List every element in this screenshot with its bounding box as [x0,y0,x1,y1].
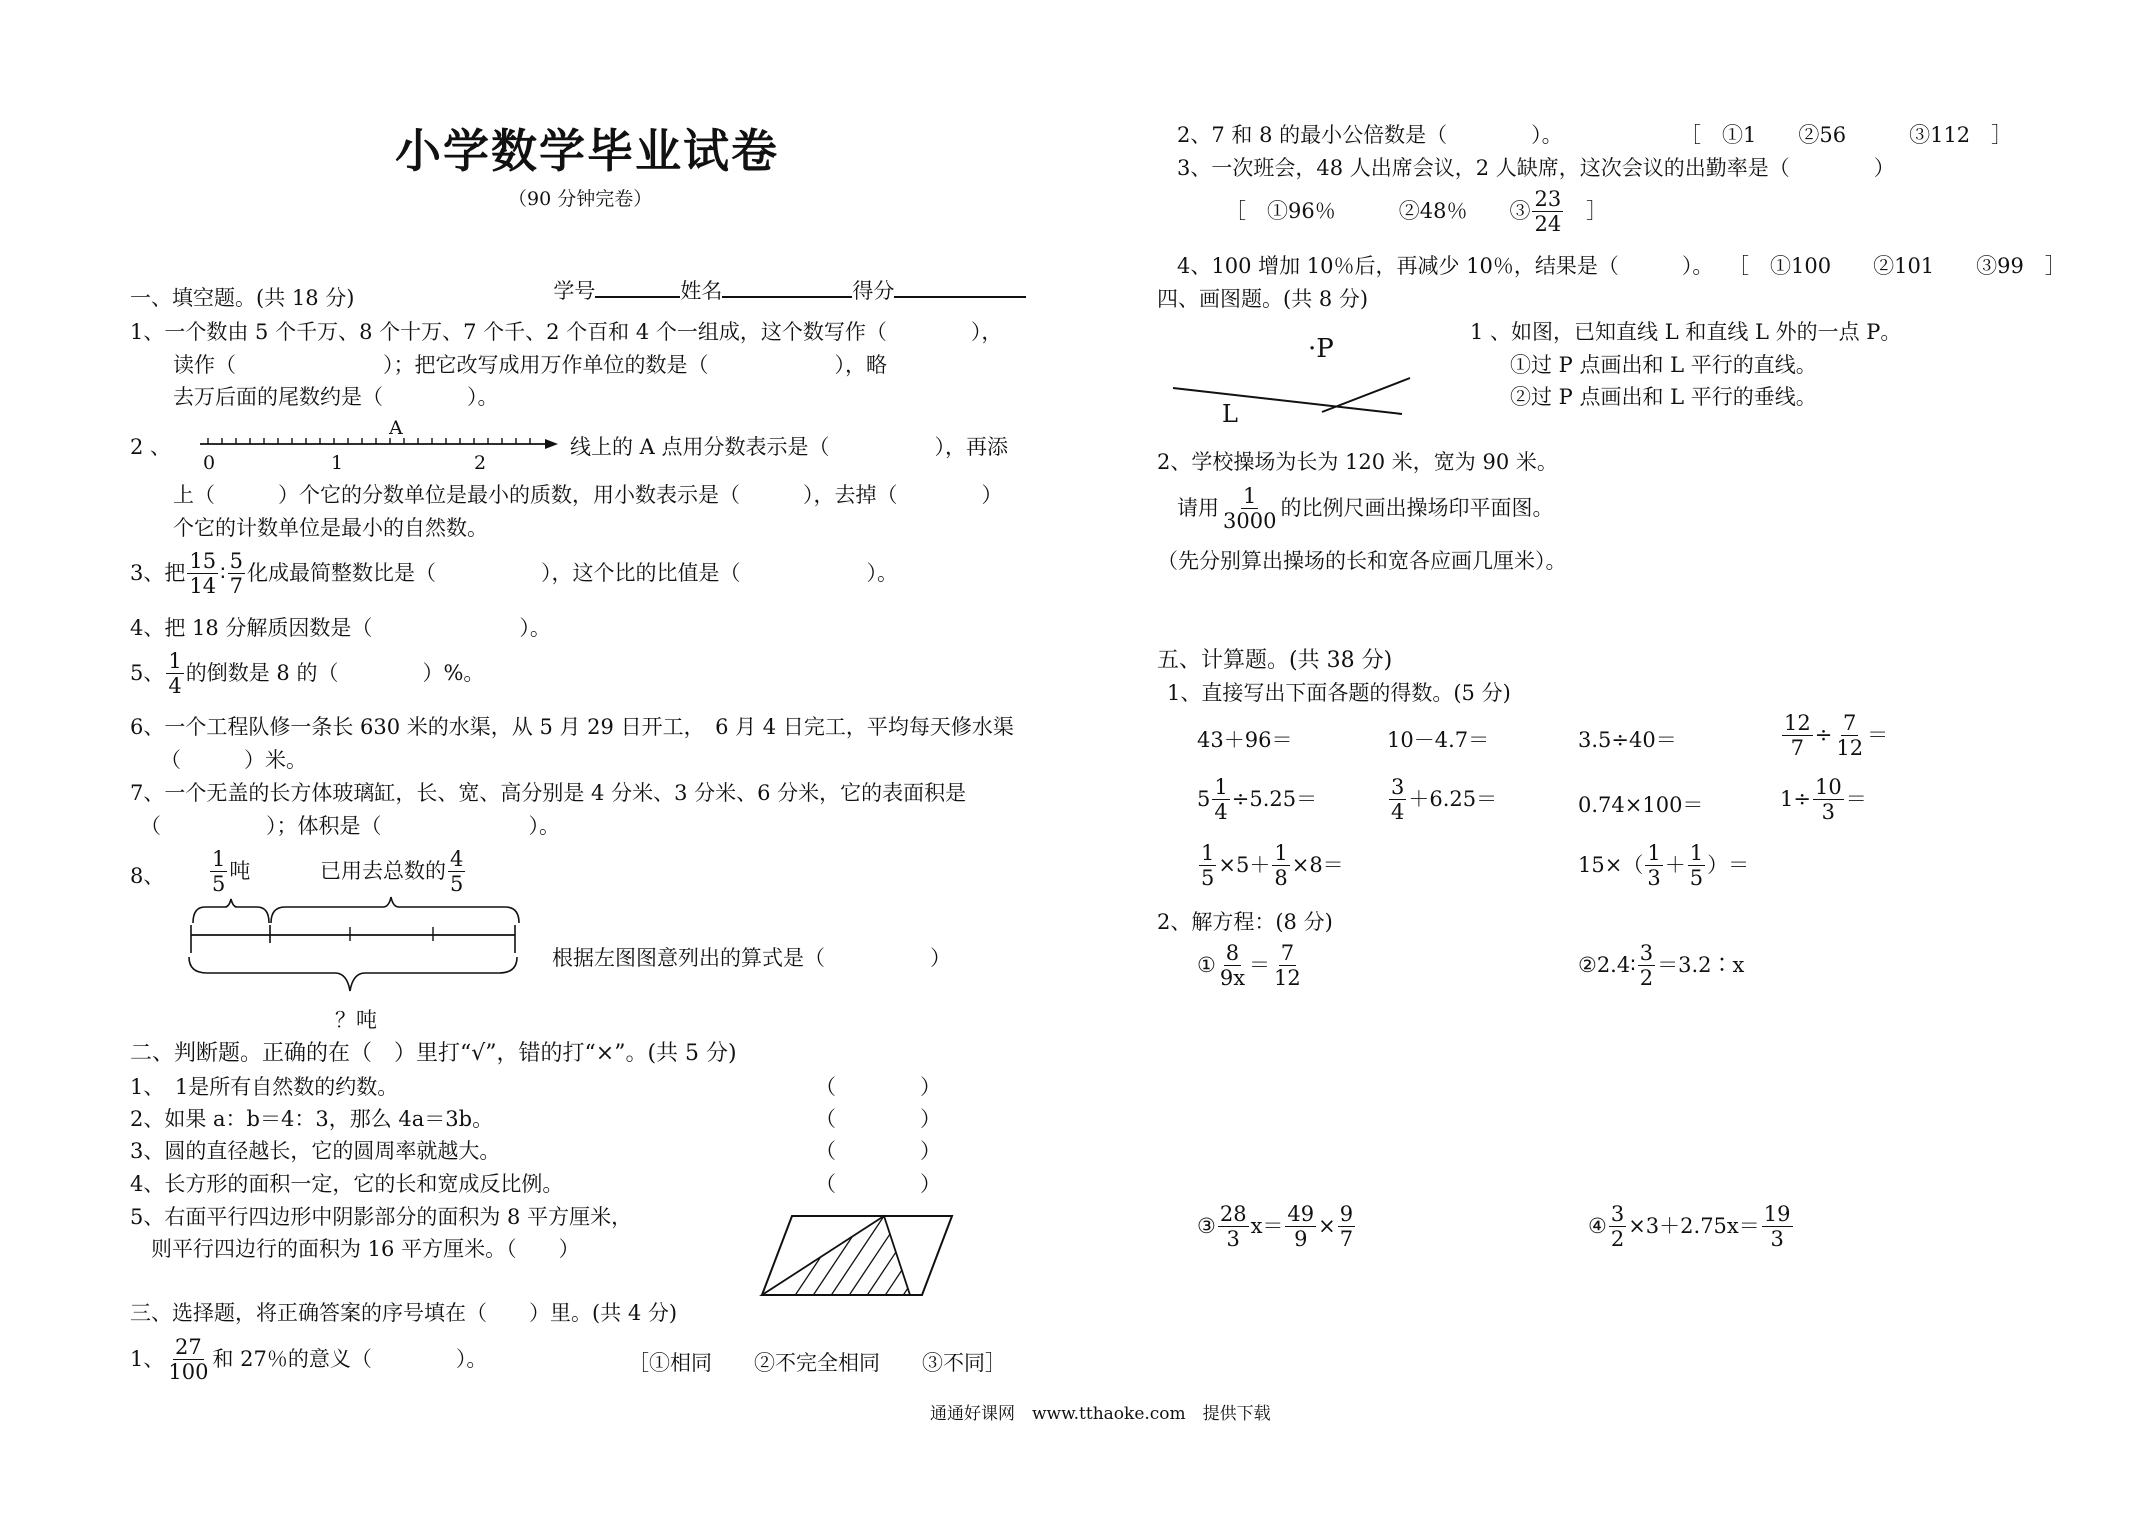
name-label: 姓名 [680,279,723,303]
parallelogram-figure [760,1213,960,1303]
numerator: 5 [229,549,243,573]
numerator: 23 [1534,187,1562,211]
numerator: 1 [1201,841,1215,865]
choice-q3-fraction [1532,188,1563,235]
q7-line1: 7、一个无盖的长方体玻璃缸，长、宽、高分别是 4 分米、3 分米、6 分米，它的表面积是 [130,781,967,805]
calc-10 [1578,842,1749,889]
denominator: 9x [1219,966,1246,991]
calc-10-prefix: 15×（ [1578,853,1644,878]
calc-9 [1197,842,1344,889]
answer-paren-1[interactable]: （ ） [815,1075,941,1099]
answer-paren-2[interactable]: （ ） [815,1107,941,1131]
draw-q2-line1: 2、学校操场为长为 120 米，宽为 90 米。 [1157,450,1558,474]
equation-3-fraction-1 [1218,1203,1249,1250]
draw-q1-line2: ①过 P 点画出和 L 平行的直线。 [1510,353,1817,377]
axis-label-2: 2 [474,452,487,474]
equation-2 [1578,942,1744,989]
answer-paren-3[interactable]: （ ） [815,1139,941,1163]
draw-q2-prefix: 请用 [1177,496,1219,521]
numerator: 1 [1274,841,1288,865]
numerator: 10 [1814,775,1842,799]
section1-heading: 一、填空题。(共 18 分) [130,286,355,310]
calc-9-fraction-1 [1199,842,1216,889]
denominator: 4 [168,674,182,699]
denominator: 4 [1391,800,1405,825]
q8-question: ？吨 [335,1008,377,1032]
choice-q2: 2、7 和 8 的最小公倍数是（ ）。 [1177,123,1563,147]
numerator: 49 [1287,1202,1315,1226]
numerator: 7 [1280,941,1295,965]
judge-item-4: 4、长方形的面积一定，它的长和宽成反比例。 [130,1172,564,1196]
denominator: 7 [229,574,243,599]
q1-line1: 1、一个数由 5 个千万、8 个十万、7 个千、2 个百和 4 个一组成，这个数写作（ ）， [130,320,1003,344]
numerator: 3 [1391,775,1405,799]
numerator: 15 [189,549,217,573]
denominator: 7 [1339,1227,1354,1252]
q8-fraction-2 [448,848,465,895]
calc-1: 43＋96＝ [1197,728,1293,752]
q8-ton: 吨 [229,859,251,884]
denominator: 3000 [1223,509,1277,534]
choice-q3: 3、一次班会，48 人出席会议，2 人缺席，这次会议的出勤率是（ ） [1177,156,1895,180]
numerator: 1 [212,847,226,871]
calc-8-eq: ＝ [1845,787,1867,812]
axis-label-0: 0 [203,452,216,474]
numerator: 27 [175,1335,202,1359]
choice-q1-text: 和 27％的意义（ ）。 [212,1347,488,1372]
numerator: 28 [1219,1202,1247,1226]
line-l-figure [1170,375,1420,455]
q3-prefix: 3、把 [130,561,186,586]
name-field[interactable] [722,276,852,298]
q8-part-label [208,848,250,895]
q3-text: 化成最简整数比是（ ），这个比的比值是（ ）。 [246,561,898,586]
equation-3-fraction-2 [1285,1203,1316,1250]
denominator: 9 [1294,1227,1308,1252]
q5 [130,650,484,697]
numerator: 3 [1610,1202,1625,1226]
calc-10-fraction-1 [1645,842,1662,889]
calc-4-fraction-1 [1782,712,1813,759]
numerator: 8 [1225,941,1240,965]
numerator: 19 [1763,1202,1791,1226]
q8-used-text: 已用去总数的 [320,859,446,884]
equation-2-prefix: ②2.4∶ [1578,953,1636,978]
calc-9-text: ×8＝ [1291,853,1344,878]
point-p-label: ·P [1308,334,1334,364]
denominator: 14 [189,574,217,599]
calc-7: 0.74×100＝ [1578,793,1704,817]
q2-line1: 线上的 A 点用分数表示是（ ），再添 [570,435,1009,459]
numerator: 1 [1647,841,1661,865]
page-subtitle: （90 分钟完卷） [508,188,653,210]
q8-used-label [320,848,467,895]
draw-q2-text: 的比例尺画出操场印平面图。 [1280,496,1554,521]
q4: 4、把 18 分解质因数是（ ）。 [130,616,551,640]
draw-q2-line2 [1177,485,1553,532]
q5-fraction [166,650,183,697]
calc-5 [1197,776,1317,823]
denominator: 5 [1201,866,1215,891]
choice-q4: 4、100 增加 10％后，再减少 10％，结果是（ ）。 [1177,254,1714,278]
q8-bar-diagram [185,895,525,1005]
calc-8-prefix: 1÷ [1780,787,1811,812]
calc-10-plus: ＋ [1664,853,1686,878]
section4-heading: 四、画图题。(共 8 分) [1157,287,1369,311]
draw-q2-line3: （先分别算出操场的长和宽各应画几厘米）。 [1157,549,1567,573]
student-no-label: 学号 [553,279,596,303]
equation-1-eq: ＝ [1249,953,1271,978]
score-label: 得分 [852,279,895,303]
denominator: 8 [1274,866,1288,891]
q6-line1: 6、一个工程队修一条长 630 米的水渠，从 5 月 29 日开工， 6 月 4 日完工，平均每天修水渠 [130,715,1014,739]
calc-sub1: 1、直接写出下面各题的得数。(5 分) [1167,681,1511,705]
section5-heading: 五、计算题。(共 38 分) [1157,648,1393,673]
q2-line3: 个它的计数单位是最小的自然数。 [173,516,488,540]
calc-4-fraction-2 [1834,712,1865,759]
answer-paren-4[interactable]: （ ） [815,1172,941,1196]
calc-5-text: ÷5.25＝ [1231,787,1318,812]
denominator: 100 [168,1360,209,1385]
equation-4-prefix: ④ [1588,1214,1607,1239]
scale-fraction [1221,485,1278,532]
numerator: 1 [168,649,182,673]
student-no-field[interactable] [595,276,680,298]
calc-4-op: ÷ [1814,723,1833,748]
judge-item-5a: 5、右面平行四边形中阴影部分的面积为 8 平方厘米， [130,1205,633,1229]
q3 [130,550,898,597]
calc-6-fraction [1389,776,1406,823]
choice-q1-number: 1、 [130,1347,165,1372]
numerator: 1 [1214,775,1228,799]
calc-3: 3.5÷40＝ [1578,728,1677,752]
choice-q3-options-b: ］ [1565,199,1608,224]
numerator: 9 [1339,1202,1354,1226]
q8-text: 根据左图图意列出的算式是（ ） [552,946,951,970]
denominator: 3 [1770,1227,1784,1252]
choice-q2-options: ［ ①1 ②56 ③112 ］ [1680,123,2013,147]
choice-q3-options-a: ［ ①96％ ②48％ ③ [1225,199,1531,224]
judge-item-2: 2、如果 a：b＝4：3，那么 4a＝3b。 [130,1107,494,1131]
denominator: 3 [1821,800,1836,825]
numerator: 3 [1639,941,1654,965]
calc-6-text: ＋6.25＝ [1408,787,1498,812]
line-l-label: L [1222,400,1238,428]
calc-10-text: ）＝ [1707,853,1750,878]
calc-sub2: 2、解方程：(8 分) [1157,910,1333,934]
equation-3-fraction-3 [1338,1203,1355,1250]
q6-line2: （ ）米。 [160,748,307,772]
equation-1 [1197,942,1305,989]
section2-heading: 二、判断题。正确的在（ ）里打“√”，错的打“×”。(共 5 分) [130,1041,737,1066]
choice-q1 [130,1336,487,1383]
equation-4-mid: ×3＋2.75x＝ [1628,1214,1760,1239]
page-title: 小学数学毕业试卷 [395,124,779,178]
student-info-line [540,255,1026,302]
draw-q1-line3: ②过 P 点画出和 L 平行的垂线。 [1510,385,1817,409]
calc-8-fraction [1813,776,1844,823]
q1-line3: 去万后面的尾数约是（ ）。 [173,385,499,409]
number-line [190,418,570,468]
equation-3-prefix: ③ [1197,1214,1216,1239]
judge-item-3: 3、圆的直径越长，它的圆周率就越大。 [130,1139,501,1163]
denominator: 3 [1226,1227,1240,1252]
denominator: 2 [1610,1227,1625,1252]
calc-10-fraction-2 [1688,842,1705,889]
choice-q3-options [1225,188,1607,235]
calc-4 [1780,712,1888,759]
axis-point-a: A [389,417,403,439]
equation-2-fraction [1638,942,1655,989]
section3-heading: 三、选择题，将正确答案的序号填在（ ）里。(共 4 分) [130,1301,678,1325]
numerator: 4 [450,847,464,871]
denominator: 24 [1534,212,1562,237]
q1-line2: 读作（ ）；把它改写成用万作单位的数是（ ），略 [173,353,887,377]
calc-2: 10－4.7＝ [1387,728,1490,752]
equation-2-text: ＝3.2∶x [1657,953,1745,978]
q5-text: 的倒数是 8 的（ ）%。 [185,661,485,686]
equation-4-fraction-1 [1609,1203,1626,1250]
numerator: 1 [1689,841,1704,865]
denominator: 12 [1836,736,1864,761]
axis-label-1: 1 [331,452,344,474]
denominator: 5 [1689,866,1704,891]
equation-1-fraction-2 [1272,942,1303,989]
equation-4 [1588,1203,1795,1250]
score-field[interactable] [894,276,1026,298]
q2-number: 2 、 [130,435,172,459]
q8-number: 8、 [130,864,165,888]
denominator: 12 [1274,966,1301,991]
q3-fraction-2 [228,550,245,597]
draw-q1-line1: 1 、如图，已知直线 L 和直线 L 外的一点 P。 [1470,320,1902,344]
calc-9-mid: ×5＋ [1218,853,1271,878]
denominator: 7 [1790,736,1805,761]
judge-item-1: 1、 1是所有自然数的约数。 [130,1075,399,1099]
q3-fraction-1 [187,550,218,597]
choice-q4-options: ［ ①100 ②101 ③99 ］ [1728,254,2066,278]
equation-1-prefix: ① [1197,953,1216,978]
calc-8 [1780,776,1867,823]
q7-line2: （ ）；体积是（ ）。 [140,814,560,838]
calc-4-eq: ＝ [1867,723,1889,748]
q3-colon: ∶ [220,561,226,586]
denominator: 5 [212,872,226,897]
denominator: 2 [1639,966,1654,991]
q5-prefix: 5、 [130,661,165,686]
calc-6 [1387,776,1497,823]
equation-3-mid: x＝ [1250,1214,1284,1239]
q8-fraction-1 [210,848,227,895]
equation-3 [1197,1203,1357,1250]
denominator: 4 [1214,800,1228,825]
numerator: 12 [1784,711,1811,735]
calc-9-fraction-2 [1272,842,1289,889]
denominator: 5 [450,872,464,897]
equation-1-fraction-1 [1218,942,1247,989]
numerator: 1 [1243,484,1257,508]
calc-5-fraction [1212,776,1229,823]
denominator: 3 [1647,866,1661,891]
equation-3-times: × [1318,1214,1336,1239]
equation-4-fraction-2 [1762,1203,1793,1250]
numerator: 7 [1843,711,1857,735]
choice-q1-fraction [166,1336,210,1383]
choice-q1-options: ［①相同 ②不完全相同 ③不同］ [628,1351,1006,1375]
footer-text: 通通好课网 www.tthaoke.com 提供下载 [930,1404,1271,1424]
judge-item-5b: 则平行四边行的面积为 16 平方厘米。（ ） [130,1237,580,1261]
q2-line2: 上（ ）个它的分数单位是最小的质数，用小数表示是（ ），去掉（ ） [173,483,1003,507]
calc-5-whole: 5 [1197,787,1211,812]
